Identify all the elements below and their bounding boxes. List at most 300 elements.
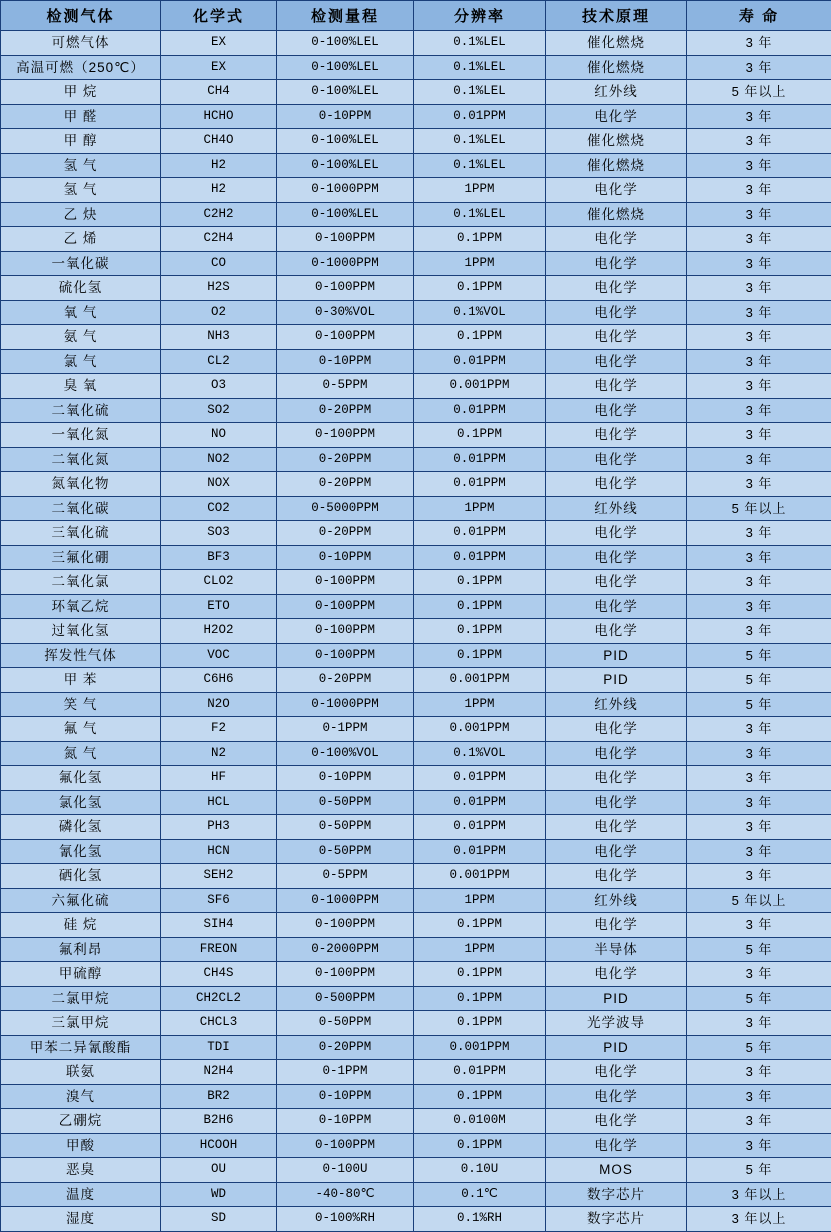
cell-gas: 硫化氢	[1, 276, 161, 301]
cell-principle: 电化学	[546, 1060, 687, 1085]
cell-range: 0-100PPM	[277, 276, 414, 301]
cell-resolution: 0.1℃	[414, 1182, 546, 1207]
table-row	[1, 692, 831, 717]
cell-resolution: 0.1%LEL	[414, 80, 546, 105]
table-row	[1, 619, 831, 644]
column-header-principle: 技术原理	[546, 1, 687, 31]
cell-formula: CO2	[161, 496, 277, 521]
table-row	[1, 864, 831, 889]
cell-gas: 溴气	[1, 1084, 161, 1109]
cell-resolution: 0.1%LEL	[414, 153, 546, 178]
cell-range: 0-100%LEL	[277, 55, 414, 80]
cell-range: 0-1000PPM	[277, 888, 414, 913]
cell-gas: 甲 醇	[1, 129, 161, 154]
cell-gas: 氢 气	[1, 153, 161, 178]
cell-principle: 电化学	[546, 545, 687, 570]
cell-gas: 硒化氢	[1, 864, 161, 889]
cell-range: 0-1000PPM	[277, 251, 414, 276]
cell-lifetime: 3 年	[687, 178, 831, 203]
cell-formula: ETO	[161, 594, 277, 619]
table-row	[1, 986, 831, 1011]
cell-principle: 电化学	[546, 300, 687, 325]
cell-formula: CH4O	[161, 129, 277, 154]
cell-lifetime: 3 年	[687, 839, 831, 864]
cell-principle: PID	[546, 986, 687, 1011]
cell-resolution: 0.1PPM	[414, 325, 546, 350]
cell-gas: 乙 炔	[1, 202, 161, 227]
cell-range: 0-100PPM	[277, 913, 414, 938]
table-row	[1, 1060, 831, 1085]
cell-range: 0-50PPM	[277, 839, 414, 864]
cell-resolution: 0.001PPM	[414, 717, 546, 742]
cell-gas: 联氨	[1, 1060, 161, 1085]
cell-range: 0-20PPM	[277, 447, 414, 472]
cell-resolution: 0.001PPM	[414, 374, 546, 399]
cell-formula: PH3	[161, 815, 277, 840]
cell-resolution: 0.1PPM	[414, 913, 546, 938]
cell-range: 0-10PPM	[277, 766, 414, 791]
cell-principle: 电化学	[546, 349, 687, 374]
cell-formula: HCHO	[161, 104, 277, 129]
cell-formula: TDI	[161, 1035, 277, 1060]
cell-formula: CO	[161, 251, 277, 276]
cell-lifetime: 3 年	[687, 349, 831, 374]
cell-gas: 二氧化氯	[1, 570, 161, 595]
column-header-lifetime: 寿 命	[687, 1, 831, 31]
cell-range: 0-10PPM	[277, 1084, 414, 1109]
cell-formula: C2H2	[161, 202, 277, 227]
cell-range: 0-50PPM	[277, 815, 414, 840]
cell-gas: 氟利昂	[1, 937, 161, 962]
cell-lifetime: 3 年	[687, 521, 831, 546]
table-row	[1, 570, 831, 595]
cell-formula: O2	[161, 300, 277, 325]
column-header-gas: 检测气体	[1, 1, 161, 31]
cell-formula: H2	[161, 178, 277, 203]
cell-lifetime: 3 年	[687, 766, 831, 791]
cell-formula: C2H4	[161, 227, 277, 252]
cell-gas: 恶臭	[1, 1158, 161, 1183]
table-row	[1, 790, 831, 815]
cell-lifetime: 3 年	[687, 472, 831, 497]
cell-gas: 过氧化氢	[1, 619, 161, 644]
cell-principle: 红外线	[546, 692, 687, 717]
cell-resolution: 0.1%LEL	[414, 31, 546, 56]
cell-principle: 电化学	[546, 423, 687, 448]
cell-resolution: 0.01PPM	[414, 447, 546, 472]
cell-principle: 数字芯片	[546, 1182, 687, 1207]
cell-gas: 氮氧化物	[1, 472, 161, 497]
cell-lifetime: 5 年	[687, 643, 831, 668]
cell-lifetime: 5 年	[687, 1035, 831, 1060]
cell-gas: 氧 气	[1, 300, 161, 325]
cell-resolution: 0.01PPM	[414, 1060, 546, 1085]
cell-lifetime: 5 年	[687, 986, 831, 1011]
cell-range: 0-10PPM	[277, 545, 414, 570]
cell-gas: 温度	[1, 1182, 161, 1207]
table-row	[1, 717, 831, 742]
cell-range: 0-100%LEL	[277, 31, 414, 56]
table-row	[1, 496, 831, 521]
cell-lifetime: 3 年	[687, 570, 831, 595]
cell-gas: 甲 苯	[1, 668, 161, 693]
cell-formula: CLO2	[161, 570, 277, 595]
cell-resolution: 1PPM	[414, 692, 546, 717]
cell-range: 0-100PPM	[277, 423, 414, 448]
cell-formula: F2	[161, 717, 277, 742]
cell-formula: N2	[161, 741, 277, 766]
cell-lifetime: 3 年	[687, 913, 831, 938]
cell-range: 0-20PPM	[277, 668, 414, 693]
table-row	[1, 545, 831, 570]
cell-gas: 氢 气	[1, 178, 161, 203]
cell-lifetime: 3 年	[687, 227, 831, 252]
cell-principle: PID	[546, 668, 687, 693]
cell-lifetime: 3 年	[687, 594, 831, 619]
cell-principle: 催化燃烧	[546, 153, 687, 178]
cell-principle: 电化学	[546, 766, 687, 791]
cell-formula: H2S	[161, 276, 277, 301]
cell-formula: SF6	[161, 888, 277, 913]
cell-formula: SO2	[161, 398, 277, 423]
table-row	[1, 398, 831, 423]
cell-gas: 一氧化氮	[1, 423, 161, 448]
cell-resolution: 1PPM	[414, 496, 546, 521]
cell-range: 0-2000PPM	[277, 937, 414, 962]
table-row	[1, 1158, 831, 1183]
table-body	[1, 31, 831, 1232]
cell-formula: FREON	[161, 937, 277, 962]
cell-lifetime: 3 年	[687, 741, 831, 766]
cell-range: 0-5000PPM	[277, 496, 414, 521]
cell-principle: 电化学	[546, 619, 687, 644]
cell-gas: 二氧化碳	[1, 496, 161, 521]
table-row	[1, 80, 831, 105]
cell-resolution: 0.1%LEL	[414, 129, 546, 154]
cell-formula: O3	[161, 374, 277, 399]
cell-range: 0-30%VOL	[277, 300, 414, 325]
table-row	[1, 521, 831, 546]
cell-gas: 湿度	[1, 1207, 161, 1232]
table-row	[1, 1084, 831, 1109]
cell-formula: CH4S	[161, 962, 277, 987]
cell-gas: 甲酸	[1, 1133, 161, 1158]
column-header-formula: 化学式	[161, 1, 277, 31]
cell-formula: CL2	[161, 349, 277, 374]
cell-formula: C6H6	[161, 668, 277, 693]
cell-lifetime: 5 年	[687, 1158, 831, 1183]
cell-resolution: 0.01PPM	[414, 766, 546, 791]
cell-lifetime: 3 年	[687, 374, 831, 399]
table-row	[1, 741, 831, 766]
cell-principle: 电化学	[546, 521, 687, 546]
table-row	[1, 888, 831, 913]
cell-resolution: 0.01PPM	[414, 521, 546, 546]
cell-resolution: 0.1PPM	[414, 570, 546, 595]
table-row	[1, 766, 831, 791]
cell-gas: 甲苯二异氰酸酯	[1, 1035, 161, 1060]
cell-formula: HCL	[161, 790, 277, 815]
cell-range: 0-500PPM	[277, 986, 414, 1011]
cell-lifetime: 3 年	[687, 962, 831, 987]
cell-gas: 甲 醛	[1, 104, 161, 129]
column-header-resolution: 分辨率	[414, 1, 546, 31]
cell-resolution: 0.01PPM	[414, 790, 546, 815]
table-row	[1, 104, 831, 129]
cell-resolution: 1PPM	[414, 888, 546, 913]
table-row	[1, 276, 831, 301]
cell-formula: NO	[161, 423, 277, 448]
cell-formula: SD	[161, 1207, 277, 1232]
table-row	[1, 1011, 831, 1036]
cell-gas: 六氟化硫	[1, 888, 161, 913]
cell-principle: 电化学	[546, 276, 687, 301]
cell-range: 0-100%VOL	[277, 741, 414, 766]
cell-lifetime: 5 年以上	[687, 80, 831, 105]
table-row	[1, 1035, 831, 1060]
cell-lifetime: 3 年	[687, 129, 831, 154]
cell-gas: 环氧乙烷	[1, 594, 161, 619]
cell-gas: 甲硫醇	[1, 962, 161, 987]
cell-gas: 氯化氢	[1, 790, 161, 815]
cell-lifetime: 3 年	[687, 325, 831, 350]
cell-formula: CH2CL2	[161, 986, 277, 1011]
cell-formula: HCN	[161, 839, 277, 864]
cell-formula: NO2	[161, 447, 277, 472]
table-row	[1, 202, 831, 227]
cell-range: 0-100PPM	[277, 570, 414, 595]
table-row	[1, 594, 831, 619]
cell-principle: 电化学	[546, 1109, 687, 1134]
table-row	[1, 472, 831, 497]
cell-principle: 红外线	[546, 496, 687, 521]
cell-gas: 三氧化硫	[1, 521, 161, 546]
cell-principle: 半导体	[546, 937, 687, 962]
cell-range: 0-5PPM	[277, 864, 414, 889]
cell-gas: 三氯甲烷	[1, 1011, 161, 1036]
table-row	[1, 668, 831, 693]
cell-range: 0-1000PPM	[277, 692, 414, 717]
cell-resolution: 0.01PPM	[414, 104, 546, 129]
cell-range: 0-100%LEL	[277, 153, 414, 178]
cell-range: 0-100PPM	[277, 619, 414, 644]
cell-lifetime: 3 年	[687, 545, 831, 570]
cell-gas: 笑 气	[1, 692, 161, 717]
cell-resolution: 0.01PPM	[414, 349, 546, 374]
cell-gas: 臭 氧	[1, 374, 161, 399]
cell-formula: HF	[161, 766, 277, 791]
cell-gas: 氯 气	[1, 349, 161, 374]
cell-range: 0-100PPM	[277, 1133, 414, 1158]
cell-lifetime: 3 年	[687, 619, 831, 644]
table-row	[1, 178, 831, 203]
cell-range: -40-80℃	[277, 1182, 414, 1207]
cell-resolution: 0.1PPM	[414, 643, 546, 668]
table-row	[1, 1109, 831, 1134]
cell-gas: 磷化氢	[1, 815, 161, 840]
cell-gas: 甲 烷	[1, 80, 161, 105]
cell-principle: 电化学	[546, 325, 687, 350]
cell-principle: 电化学	[546, 178, 687, 203]
cell-lifetime: 3 年	[687, 300, 831, 325]
cell-principle: 电化学	[546, 227, 687, 252]
cell-formula: NH3	[161, 325, 277, 350]
table-row	[1, 962, 831, 987]
cell-principle: 光学波导	[546, 1011, 687, 1036]
cell-resolution: 0.1PPM	[414, 227, 546, 252]
cell-gas: 氮 气	[1, 741, 161, 766]
table-row	[1, 913, 831, 938]
cell-resolution: 0.001PPM	[414, 1035, 546, 1060]
cell-lifetime: 3 年	[687, 1133, 831, 1158]
cell-resolution: 1PPM	[414, 178, 546, 203]
cell-lifetime: 3 年	[687, 104, 831, 129]
cell-resolution: 0.1PPM	[414, 1133, 546, 1158]
table-header-row	[1, 1, 831, 31]
table-row	[1, 815, 831, 840]
cell-gas: 二氧化硫	[1, 398, 161, 423]
cell-principle: 电化学	[546, 913, 687, 938]
cell-resolution: 0.1%LEL	[414, 55, 546, 80]
cell-formula: BR2	[161, 1084, 277, 1109]
table-header	[1, 1, 831, 31]
cell-range: 0-1000PPM	[277, 178, 414, 203]
cell-resolution: 0.1%RH	[414, 1207, 546, 1232]
cell-formula: WD	[161, 1182, 277, 1207]
cell-resolution: 0.10U	[414, 1158, 546, 1183]
cell-resolution: 0.1PPM	[414, 594, 546, 619]
cell-principle: 电化学	[546, 374, 687, 399]
cell-formula: OU	[161, 1158, 277, 1183]
cell-lifetime: 3 年	[687, 864, 831, 889]
cell-formula: B2H6	[161, 1109, 277, 1134]
cell-range: 0-10PPM	[277, 349, 414, 374]
cell-principle: 电化学	[546, 864, 687, 889]
cell-lifetime: 3 年	[687, 31, 831, 56]
cell-lifetime: 3 年	[687, 276, 831, 301]
cell-gas: 氟化氢	[1, 766, 161, 791]
cell-formula: SEH2	[161, 864, 277, 889]
cell-gas: 高温可燃（250℃）	[1, 55, 161, 80]
cell-gas: 二氯甲烷	[1, 986, 161, 1011]
cell-principle: 催化燃烧	[546, 129, 687, 154]
cell-principle: 电化学	[546, 472, 687, 497]
cell-principle: 电化学	[546, 251, 687, 276]
cell-principle: 电化学	[546, 815, 687, 840]
cell-range: 0-100%LEL	[277, 129, 414, 154]
table-row	[1, 643, 831, 668]
cell-resolution: 0.1PPM	[414, 276, 546, 301]
cell-formula: BF3	[161, 545, 277, 570]
cell-gas: 硅 烷	[1, 913, 161, 938]
cell-formula: CH4	[161, 80, 277, 105]
cell-formula: HCOOH	[161, 1133, 277, 1158]
cell-range: 0-100U	[277, 1158, 414, 1183]
cell-lifetime: 5 年	[687, 937, 831, 962]
cell-principle: 催化燃烧	[546, 31, 687, 56]
cell-lifetime: 5 年以上	[687, 496, 831, 521]
cell-resolution: 0.1%VOL	[414, 300, 546, 325]
table-row	[1, 227, 831, 252]
cell-resolution: 0.1PPM	[414, 423, 546, 448]
table-row	[1, 129, 831, 154]
cell-principle: 电化学	[546, 104, 687, 129]
cell-principle: PID	[546, 1035, 687, 1060]
cell-range: 0-100PPM	[277, 227, 414, 252]
cell-formula: NOX	[161, 472, 277, 497]
cell-principle: 红外线	[546, 80, 687, 105]
cell-lifetime: 3 年	[687, 717, 831, 742]
cell-principle: MOS	[546, 1158, 687, 1183]
cell-gas: 三氟化硼	[1, 545, 161, 570]
table-row	[1, 423, 831, 448]
cell-lifetime: 3 年	[687, 398, 831, 423]
cell-resolution: 0.01PPM	[414, 472, 546, 497]
cell-range: 0-20PPM	[277, 1035, 414, 1060]
cell-lifetime: 5 年	[687, 668, 831, 693]
cell-gas: 氨 气	[1, 325, 161, 350]
cell-resolution: 0.01PPM	[414, 398, 546, 423]
table-row	[1, 1182, 831, 1207]
cell-formula: SIH4	[161, 913, 277, 938]
cell-principle: 电化学	[546, 594, 687, 619]
cell-principle: 电化学	[546, 839, 687, 864]
cell-principle: 催化燃烧	[546, 202, 687, 227]
cell-lifetime: 3 年	[687, 1011, 831, 1036]
cell-resolution: 0.001PPM	[414, 864, 546, 889]
cell-range: 0-100%LEL	[277, 202, 414, 227]
table-row	[1, 31, 831, 56]
cell-principle: 数字芯片	[546, 1207, 687, 1232]
cell-range: 0-100%LEL	[277, 80, 414, 105]
cell-range: 0-1PPM	[277, 1060, 414, 1085]
cell-lifetime: 3 年	[687, 55, 831, 80]
cell-resolution: 0.1%LEL	[414, 202, 546, 227]
table-row	[1, 839, 831, 864]
cell-resolution: 0.001PPM	[414, 668, 546, 693]
column-header-range: 检测量程	[277, 1, 414, 31]
cell-resolution: 1PPM	[414, 251, 546, 276]
cell-lifetime: 3 年	[687, 815, 831, 840]
cell-lifetime: 3 年	[687, 1109, 831, 1134]
cell-range: 0-50PPM	[277, 790, 414, 815]
cell-resolution: 0.0100M	[414, 1109, 546, 1134]
cell-principle: 电化学	[546, 1133, 687, 1158]
table-row	[1, 300, 831, 325]
cell-formula: SO3	[161, 521, 277, 546]
table-row	[1, 447, 831, 472]
cell-resolution: 1PPM	[414, 937, 546, 962]
cell-principle: 催化燃烧	[546, 55, 687, 80]
cell-gas: 氟 气	[1, 717, 161, 742]
cell-range: 0-1PPM	[277, 717, 414, 742]
table-row	[1, 1207, 831, 1232]
table-row	[1, 937, 831, 962]
cell-lifetime: 3 年	[687, 790, 831, 815]
cell-lifetime: 3 年以上	[687, 1207, 831, 1232]
cell-gas: 乙硼烷	[1, 1109, 161, 1134]
cell-resolution: 0.1%VOL	[414, 741, 546, 766]
cell-principle: 电化学	[546, 790, 687, 815]
cell-range: 0-100PPM	[277, 643, 414, 668]
cell-resolution: 0.1PPM	[414, 619, 546, 644]
cell-range: 0-50PPM	[277, 1011, 414, 1036]
cell-resolution: 0.01PPM	[414, 839, 546, 864]
cell-gas: 二氧化氮	[1, 447, 161, 472]
cell-range: 0-100PPM	[277, 594, 414, 619]
cell-range: 0-20PPM	[277, 521, 414, 546]
cell-formula: EX	[161, 55, 277, 80]
